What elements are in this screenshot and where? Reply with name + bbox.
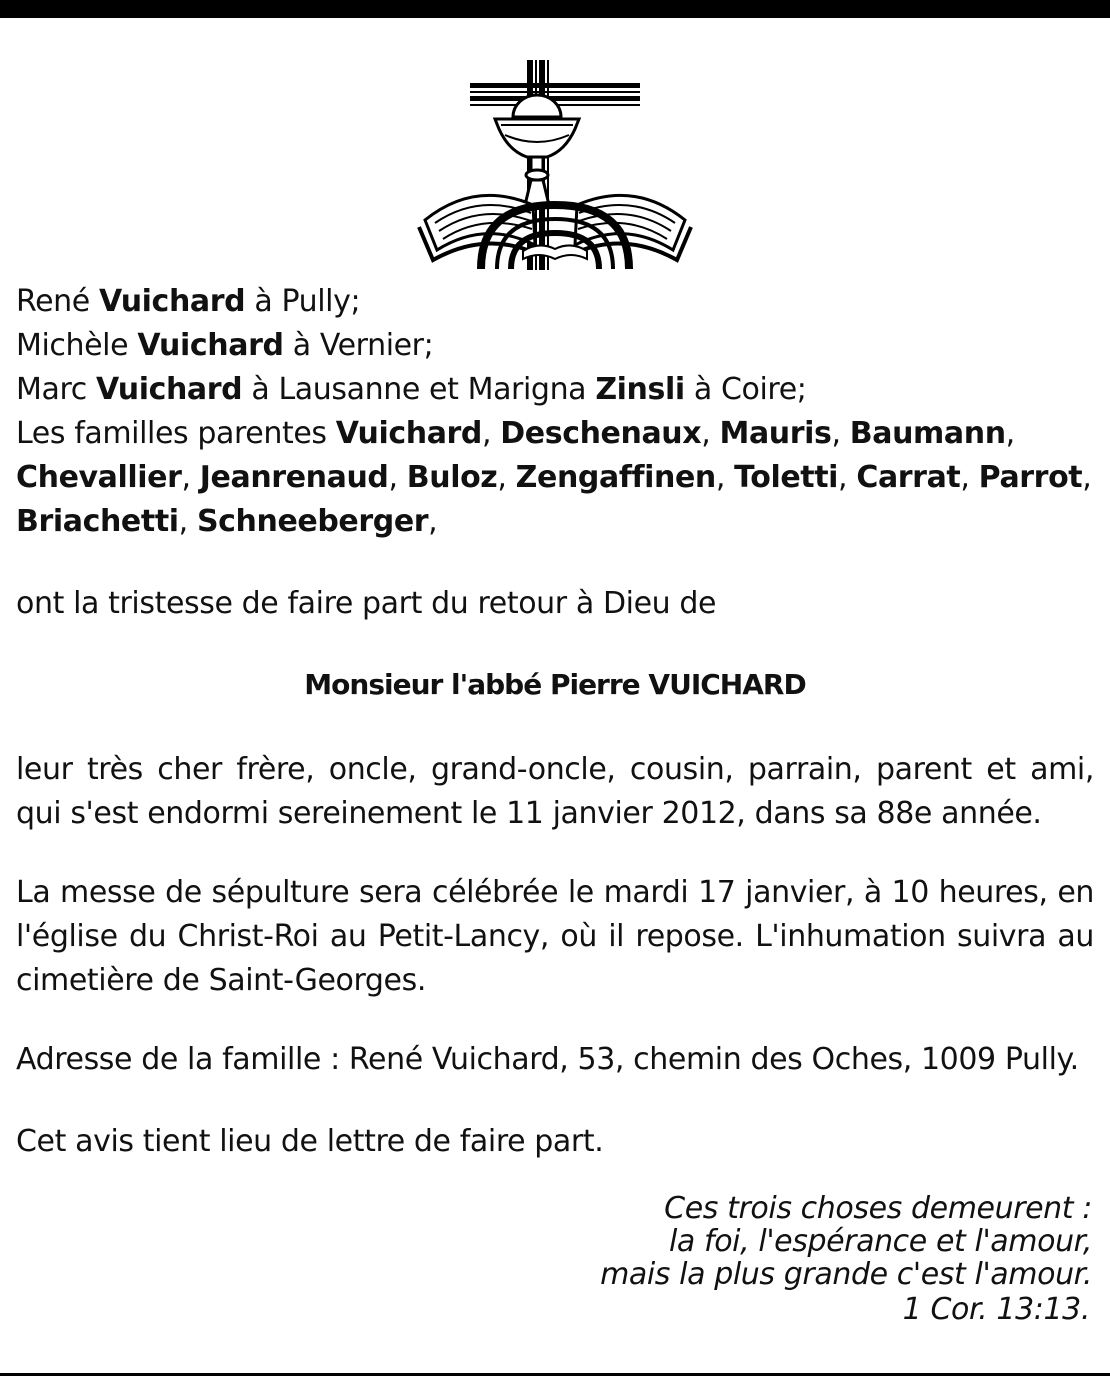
family-surname: Vuichard: [137, 328, 284, 363]
family-surname: Buloz: [406, 460, 498, 495]
family-text: ,: [428, 504, 438, 539]
top-border-rule: [0, 0, 1110, 18]
funeral-line-3: cimetière de Saint-Georges.: [16, 963, 426, 998]
family-surname: Vuichard: [98, 284, 246, 319]
cross-chalice-book-icon: [415, 55, 695, 275]
family-surname: Parrot: [978, 460, 1083, 495]
family-text: à Vernier;: [283, 328, 434, 363]
family-line: [16, 280, 1094, 324]
family-text: ,: [831, 416, 850, 451]
family-surname: Jeanrenaud: [199, 460, 389, 495]
family-surname: Zengaffinen: [515, 460, 716, 495]
family-text: à Coire;: [684, 372, 807, 407]
family-line: [16, 412, 1094, 456]
family-text: Michèle: [16, 328, 138, 363]
family-text: ,: [1005, 416, 1015, 451]
funeral-paragraph: [16, 871, 1094, 1003]
family-text: ,: [388, 460, 407, 495]
family-text: ,: [1082, 460, 1092, 495]
family-text: Les familles parentes: [16, 416, 336, 451]
family-text: ,: [701, 416, 720, 451]
scripture-quote: [600, 1192, 1092, 1291]
family-text: à Lausanne et Marigna: [242, 372, 596, 407]
family-surname: Carrat: [856, 460, 961, 495]
family-line: [16, 324, 1094, 368]
family-text: René: [16, 284, 99, 319]
notice-line: [16, 1120, 1094, 1164]
family-surname: Schneeberger: [196, 504, 429, 539]
funeral-line-2: l'église du Christ-Roi au Petit-Lancy, où il repose. L'inhumation suivra au: [16, 919, 1094, 954]
relation-line-2: qui s'est endormi sereinement le 11 janvier 2012, dans sa 88e année.: [16, 796, 1042, 831]
family-text: à Pully;: [245, 284, 361, 319]
family-text: ,: [960, 460, 979, 495]
family-list: [16, 280, 1094, 544]
family-line: [16, 368, 1094, 412]
family-line: [16, 456, 1094, 500]
family-surname: Vuichard: [335, 416, 483, 451]
family-text: ,: [181, 460, 200, 495]
family-text: ,: [178, 504, 197, 539]
relation-line-1: leur très cher frère, oncle, grand-oncle, cousin, parrain, parent et ami,: [16, 752, 1094, 787]
quote-line-2: la foi, l'espérance et l'amour,: [669, 1224, 1092, 1259]
family-surname: Mauris: [719, 416, 832, 451]
bottom-border-rule: [0, 1373, 1110, 1376]
deceased-name: Monsieur l'abbé Pierre VUICHARD: [304, 668, 806, 701]
family-text: ,: [838, 460, 857, 495]
family-surname: Baumann: [849, 416, 1006, 451]
family-surname: Toletti: [734, 460, 839, 495]
family-surname: Vuichard: [95, 372, 243, 407]
quote-line-3: mais la plus grande c'est l'amour.: [600, 1257, 1092, 1292]
relation-paragraph: [16, 748, 1094, 836]
scripture-reference: 1 Cor. 13:13.: [902, 1292, 1090, 1327]
family-surname: Chevallier: [16, 460, 182, 495]
address-text: Adresse de la famille : René Vuichard, 53, chemin des Oches, 1009 Pully.: [16, 1042, 1079, 1077]
intro-line: [16, 582, 1094, 626]
family-text: Marc: [16, 372, 96, 407]
family-surname: Deschenaux: [500, 416, 702, 451]
family-surname: Briachetti: [16, 504, 179, 539]
family-address: [16, 1038, 1094, 1082]
intro-text: ont la tristesse de faire part du retour à Dieu de: [16, 586, 717, 621]
quote-line-1: Ces trois choses demeurent :: [664, 1191, 1092, 1226]
funeral-line-1: La messe de sépulture sera célébrée le mardi 17 janvier, à 10 heures, en: [16, 875, 1094, 910]
notice-text: Cet avis tient lieu de lettre de faire part.: [16, 1124, 604, 1159]
family-surname: Zinsli: [595, 372, 685, 407]
family-text: ,: [497, 460, 516, 495]
family-text: ,: [482, 416, 501, 451]
family-text: ,: [715, 460, 735, 495]
family-line: [16, 500, 1094, 544]
